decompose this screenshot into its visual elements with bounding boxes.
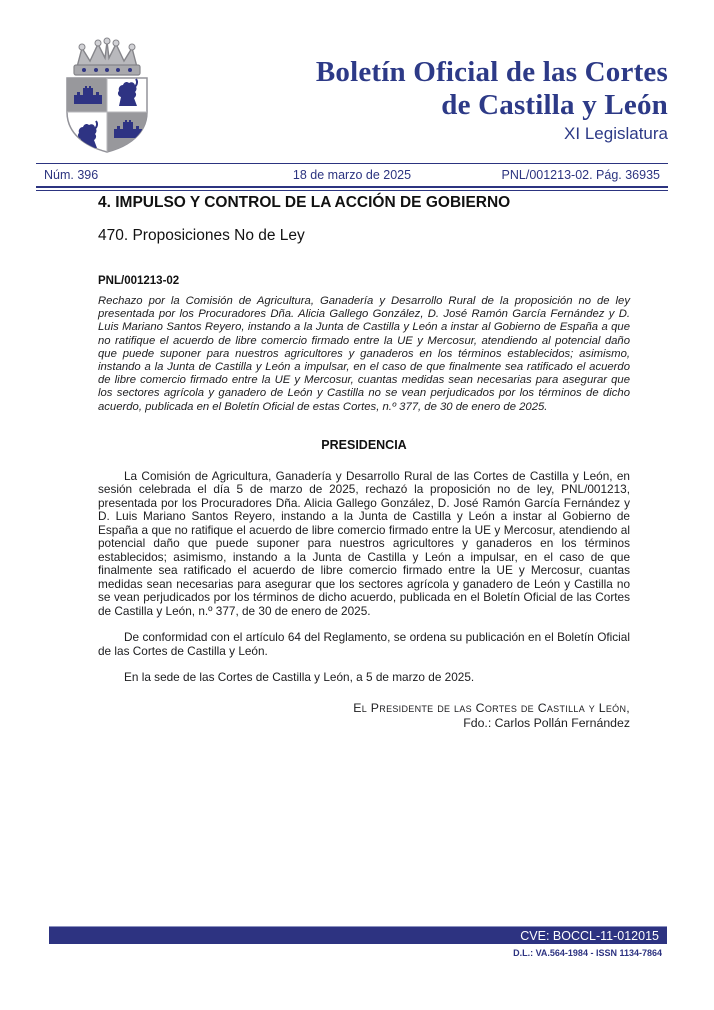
paragraph: La Comisión de Agricultura, Ganadería y Desarrollo Rural de las Cortes de Castilla y León, en sesión celebrada el día 5 de marzo de 2025, rechazó la proposición no de ley, PNL/001213, presentada por los Procuradores Dña. Alicia Gallego González, D. José Ramón García Fernández y D. Luis Mariano Santos Reyero, instando a la Junta de Castilla y León a instar al Gobierno de España a que no ratifique el acuerdo de libre comercio firmado entre la UE y Mercosur, atendiendo al potencial daño que puede suponer para nuestros agricultores y ganaderos en los términos establecidos; asimismo, instando a la Junta de Castilla y León a impulsar, en el caso de que finalmente sea ratificado el acuerdo de libre comercio firmado entre la UE y Mercosur, cuantas medidas sean necesarias para asegurar que los sectores agrícola y ganadero de León y Castilla no se vean perjudicados por los términos de dicho acuerdo, publicada en el Boletín Oficial de las Cortes de Castilla y León, n.º 377, de 30 de enero de 2025. <box>98 468 630 618</box>
subsection-heading: 470. Proposiciones No de Ley <box>98 227 305 244</box>
crown-icon <box>74 38 140 75</box>
issue-date: 18 de marzo de 2025 <box>292 168 412 182</box>
bulletin-title-line1: Boletín Oficial de las Cortes <box>315 56 668 88</box>
summary-paragraph: Rechazo por la Comisión de Agricultura, Ganadería y Desarrollo Rural de la proposición no de ley presentada por los Procuradores Dña. Alicia Gallego González, D. José Ramón García Fernández y D. Luis Mariano Santos Reyero, instando a la Junta de Castilla y León a instar al Gobierno de España a que no ratifique el acuerdo de libre comercio firmado entre la UE y Mercosur, atendiendo al potencial daño que puede suponer para nuestros agricultores y ganaderos en los términos establecidos; asimismo, instando a la Junta de Castilla y León a impulsar, en el caso de que finalmente sea ratificado el acuerdo de libre comercio firmado entre la UE y Mercosur, cuantas medidas sean necesarias para asegurar que los sectores agrícola y ganadero de León y Castilla no se vean perjudicados por los términos de dicho acuerdo, publicada en el Boletín Oficial de estas Cortes, n.º 377, de 30 de enero de 2025. <box>98 295 630 413</box>
legal-deposit: D.L.: VA.564-1984 - ISSN 1134-7864 <box>513 948 662 958</box>
masthead <box>316 56 668 144</box>
presidency-heading: PRESIDENCIA <box>321 437 407 452</box>
paragraph: De conformidad con el artículo 64 del Reglamento, se ordena su publicación en el Boletín Oficial de las Cortes de Castilla y León. <box>98 630 630 658</box>
bulletin-title-line2: de Castilla y León <box>441 89 668 121</box>
signature-block <box>98 701 630 731</box>
issue-reference: PNL/001213-02. Pág. 36935 <box>501 168 660 182</box>
rule-thin <box>36 190 668 191</box>
legislature-label: XI Legislatura <box>564 124 668 143</box>
castilla-leon-coat-of-arms-icon <box>54 36 160 156</box>
signature-name: Fdo.: Carlos Pollán Fernández <box>463 715 630 730</box>
signature-role: El Presidente de las Cortes de Castilla y León, <box>353 700 630 715</box>
section-heading: 4. IMPULSO Y CONTROL DE LA ACCIÓN DE GOBIERNO <box>98 194 511 211</box>
issue-info-bar <box>36 163 668 191</box>
document-body <box>98 194 630 731</box>
cve-bar: CVE: BOCCL-11-012015 <box>49 926 667 944</box>
paragraph: En la sede de las Cortes de Castilla y León, a 5 de marzo de 2025. <box>124 670 475 685</box>
item-reference: PNL/001213-02 <box>98 275 180 287</box>
issue-number: Núm. 396 <box>44 168 99 182</box>
rule-thick <box>36 186 668 188</box>
